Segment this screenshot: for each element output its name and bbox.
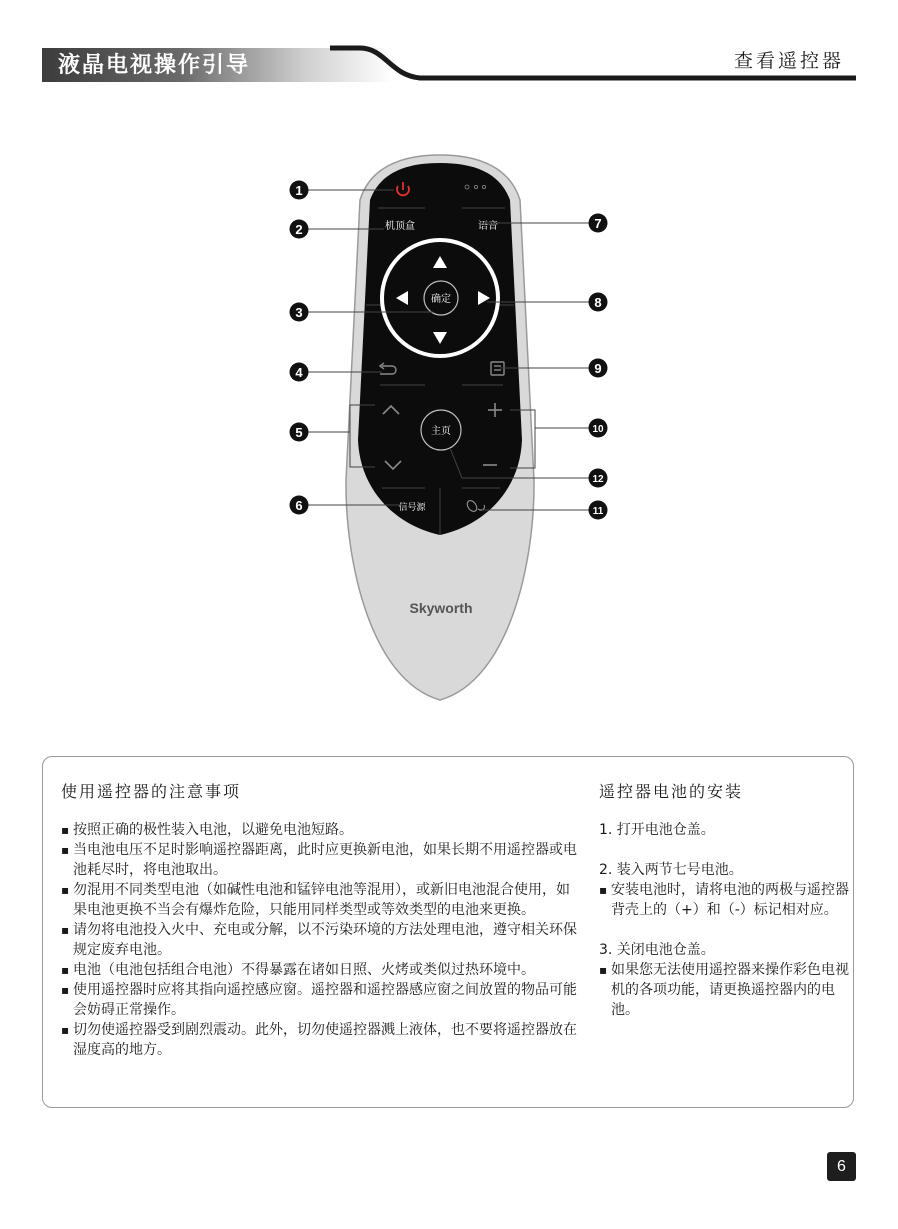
callout-8: 8 [594,295,602,310]
callout-4: 4 [295,365,303,380]
callout-12: 12 [592,474,604,485]
notes-panel [42,756,854,1108]
voice-key-label: 语音 [478,221,498,232]
callout-7: 7 [594,216,602,231]
page-topic: 查看遥控器 [733,50,844,72]
section-title: 液晶电视操作引导 [58,53,251,78]
usage-note-item: ▪ 电池（电池包括组合电池）不得暴露在诸如日照、火烤或类似过热环境中。 [61,960,581,980]
install-step-1: 1. 打开电池仓盖。 [599,822,715,838]
usage-note-item: ▪ 按照正确的极性装入电池，以避免电池短路。 [61,820,581,840]
battery-install-section [599,779,849,1020]
usage-notes-title: 使用遥控器的注意事项 [61,782,242,801]
remote-control-diagram [270,150,630,710]
battery-install-title: 遥控器电池的安装 [599,782,744,801]
page-header [0,0,898,90]
source-key-label: 信号源 [398,503,426,513]
install-step-2-note: ▪ 安装电池时，请将电池的两极与遥控器背壳上的（+）和（-）标记相对应。 [599,880,849,920]
usage-note-item: ▪ 当电池电压不足时影响遥控器距离，此时应更换新电池，如果长期不用遥控器或电池耗尽时，将电池取出。 [61,840,581,880]
callout-1: 1 [295,183,303,198]
install-step-3-note: ▪ 如果您无法使用遥控器来操作彩色电视机的各项功能，请更换遥控器内的电池。 [599,960,849,1020]
callout-11: 11 [592,506,604,517]
ok-key-label: 确定 [431,294,451,305]
usage-note-item: ▪ 使用遥控器时应将其指向遥控感应窗。遥控器和遥控器感应窗之间放置的物品可能会妨碍正常操作。 [61,980,581,1020]
callout-6: 6 [295,498,303,513]
page-number: 6 [827,1152,856,1181]
usage-note-item: ▪ 勿混用不同类型电池（如碱性电池和锰锌电池等混用），或新旧电池混合使用，如果电池更换不当会有爆炸危险，只能用同样类型或等效类型的电池来更换。 [61,880,581,920]
callout-10: 10 [592,424,604,435]
brand-logo: Skyworth [409,600,473,616]
usage-note-item: ▪ 请勿将电池投入火中、充电或分解，以不污染环境的方法处理电池，遵守相关环保规定废弃电池。 [61,920,581,960]
set-top-box-key-label: 机顶盒 [385,221,415,232]
usage-note-item: ▪ 切勿使遥控器受到剧烈震动。此外，切勿使遥控器溅上液体，也不要将遥控器放在湿度高的地方。 [61,1020,581,1060]
callout-2: 2 [295,222,303,237]
remote-usage-notes [61,779,581,1060]
callout-9: 9 [594,361,602,376]
callout-3: 3 [295,305,303,320]
install-step-2: 2. 装入两节七号电池。 [599,862,743,878]
callout-5: 5 [295,425,303,440]
home-key-label: 主页 [431,426,451,437]
install-step-3: 3. 关闭电池仓盖。 [599,942,715,958]
